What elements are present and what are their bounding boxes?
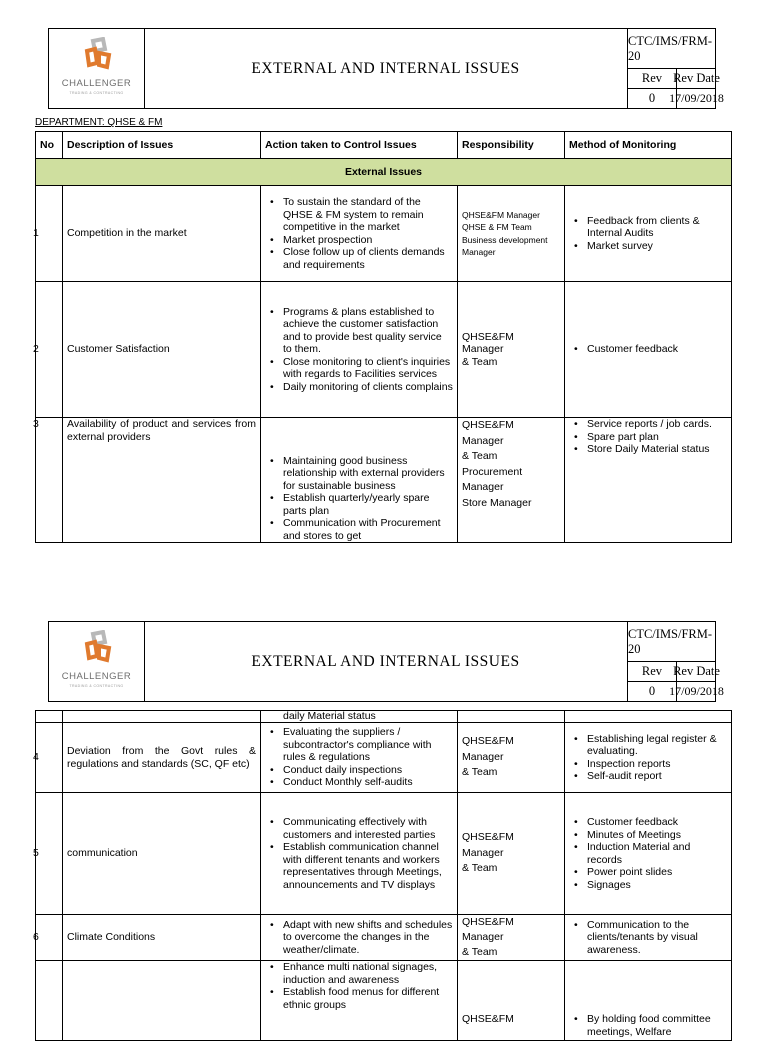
table-row bbox=[36, 723, 732, 793]
continuation-text: daily Material status bbox=[261, 711, 458, 723]
monitoring-item: • Power point slides bbox=[587, 866, 727, 879]
logo-tagline: TRADING & CONTRACTING bbox=[69, 684, 124, 688]
monitoring-item: • Induction Material and records bbox=[587, 841, 727, 866]
row-description: Availability of product and services from external providers bbox=[63, 418, 261, 543]
row-number bbox=[36, 961, 63, 1041]
action-item: • Conduct daily inspections bbox=[283, 764, 453, 777]
row-responsibility: QHSE&FM Manager & Team bbox=[458, 723, 565, 793]
logo-tagline: TRADING & CONTRACTING bbox=[69, 91, 124, 95]
row-number: 3 bbox=[36, 418, 63, 543]
action-item: • Establish quarterly/yearly spare parts plan bbox=[283, 492, 453, 517]
action-item: • Conduct Monthly self-audits bbox=[283, 776, 453, 789]
row-number: 6 bbox=[36, 915, 63, 961]
action-item: • To sustain the standard of the QHSE & FM system to remain competitive in the market bbox=[283, 196, 453, 234]
logo-name: CHALLENGER bbox=[61, 671, 132, 682]
rev-date-value: 17/09/2018 bbox=[669, 684, 724, 698]
continuation-row bbox=[36, 711, 732, 723]
rev-date-label: Rev Date bbox=[677, 68, 716, 89]
row-actions bbox=[261, 915, 458, 961]
table-row bbox=[36, 793, 732, 915]
col-header-responsibility: Responsibility bbox=[458, 132, 565, 159]
row-number: 4 bbox=[36, 723, 63, 793]
monitoring-item: • Minutes of Meetings bbox=[587, 829, 727, 842]
monitoring-item: • Service reports / job cards. bbox=[587, 418, 727, 431]
action-item: • Evaluating the suppliers / subcontractor's compliance with rules & regulations bbox=[283, 726, 453, 764]
section-row-external bbox=[36, 159, 732, 186]
action-item: • Enhance multi national signages, induction and awareness bbox=[283, 961, 453, 986]
document-title: EXTERNAL AND INTERNAL ISSUES bbox=[144, 622, 628, 701]
rev-label: Rev bbox=[628, 661, 677, 682]
action-item: • Establish food menus for different ethnic groups bbox=[283, 986, 453, 1011]
row-description: Customer Satisfaction bbox=[63, 282, 261, 418]
col-header-action: Action taken to Control Issues bbox=[261, 132, 458, 159]
row-monitoring bbox=[565, 723, 732, 793]
action-item: • Establish communication channel with different tenants and workers representatives through Meetings, announcements and TV displays bbox=[283, 841, 453, 891]
row-monitoring bbox=[565, 186, 732, 282]
row-monitoring bbox=[565, 915, 732, 961]
document-title: EXTERNAL AND INTERNAL ISSUES bbox=[144, 29, 628, 108]
table-row bbox=[36, 961, 732, 1041]
action-item: • Maintaining good business relationship with external providers for sustainable business bbox=[283, 455, 453, 493]
action-item: • Daily monitoring of clients complains bbox=[283, 381, 453, 394]
logo-cell bbox=[49, 622, 145, 701]
monitoring-item: • Market survey bbox=[587, 240, 727, 253]
row-responsibility: QHSE&FM Manager & Team bbox=[458, 282, 565, 418]
action-item: • Adapt with new shifts and schedules to overcome the changes in the weather/climate. bbox=[283, 919, 453, 957]
table-row bbox=[36, 418, 732, 543]
monitoring-item: • Customer feedback bbox=[587, 816, 727, 829]
logo-name: CHALLENGER bbox=[61, 78, 132, 89]
document-header bbox=[48, 621, 724, 702]
row-number: 2 bbox=[36, 282, 63, 418]
monitoring-item: • Communication to the clients/tenants by visual awareness. bbox=[587, 919, 727, 957]
row-responsibility: QHSE&FM Manager & Team bbox=[458, 915, 565, 961]
col-header-description: Description of Issues bbox=[63, 132, 261, 159]
monitoring-item: • Self-audit report bbox=[587, 770, 727, 783]
col-header-no: No bbox=[36, 132, 63, 159]
row-actions bbox=[261, 961, 458, 1041]
row-actions bbox=[261, 793, 458, 915]
rev-label: Rev bbox=[628, 68, 677, 89]
monitoring-item: • Customer feedback bbox=[587, 343, 727, 356]
row-monitoring bbox=[565, 961, 732, 1041]
row-responsibility: QHSE&FM Manager & Team bbox=[458, 793, 565, 915]
monitoring-item: • Store Daily Material status bbox=[587, 443, 727, 456]
monitoring-item: • By holding food committee meetings, Welfare bbox=[587, 1013, 727, 1038]
row-actions bbox=[261, 418, 458, 543]
row-actions bbox=[261, 723, 458, 793]
action-item: • Market prospection bbox=[283, 234, 453, 247]
monitoring-item: • Establishing legal register & evaluating. bbox=[587, 733, 727, 758]
monitoring-item: • Spare part plan bbox=[587, 431, 727, 444]
section-external-label: External Issues bbox=[36, 159, 732, 186]
document-header bbox=[48, 28, 724, 109]
action-item: • Close monitoring to client's inquiries with regards to Facilities services bbox=[283, 356, 453, 381]
row-description: communication bbox=[63, 793, 261, 915]
row-monitoring bbox=[565, 418, 732, 543]
row-actions bbox=[261, 282, 458, 418]
table-row bbox=[36, 915, 732, 961]
row-responsibility: QHSE&FM Manager QHSE & FM Team Business development Manager bbox=[458, 186, 565, 282]
rev-date-value: 17/09/2018 bbox=[669, 91, 724, 105]
row-description bbox=[63, 961, 261, 1041]
monitoring-item: • Inspection reports bbox=[587, 758, 727, 771]
table-row bbox=[36, 282, 732, 418]
issues-table-page-2 bbox=[35, 710, 732, 1041]
row-description: Climate Conditions bbox=[63, 915, 261, 961]
department-label: DEPARTMENT: QHSE & FM bbox=[35, 117, 163, 128]
col-header-monitoring: Method of Monitoring bbox=[565, 132, 732, 159]
document-code: CTC/IMS/FRM-20 bbox=[628, 29, 716, 69]
row-monitoring bbox=[565, 282, 732, 418]
row-description: Deviation from the Govt rules & regulations and standards (SC, QF etc) bbox=[63, 723, 261, 793]
rev-date-label: Rev Date bbox=[677, 661, 716, 682]
table-row bbox=[36, 186, 732, 282]
rev-value: 0 bbox=[628, 89, 677, 108]
monitoring-item: • Feedback from clients & Internal Audits bbox=[587, 215, 727, 240]
row-actions bbox=[261, 186, 458, 282]
monitoring-item: • Signages bbox=[587, 879, 727, 892]
action-item: • Programs & plans established to achieve the customer satisfaction and to provide best quality service to them. bbox=[283, 306, 453, 356]
row-responsibility: QHSE&FM Manager & Team Procurement Manager Store Manager bbox=[458, 418, 565, 543]
issues-table-page-1 bbox=[35, 131, 732, 543]
challenger-logo-icon bbox=[79, 630, 115, 666]
row-number: 1 bbox=[36, 186, 63, 282]
action-item: • Communicating effectively with customers and interested parties bbox=[283, 816, 453, 841]
row-monitoring bbox=[565, 793, 732, 915]
table-header-row bbox=[36, 132, 732, 159]
row-responsibility: QHSE&FM bbox=[458, 961, 565, 1041]
challenger-logo-icon bbox=[79, 37, 115, 73]
rev-value: 0 bbox=[628, 682, 677, 701]
action-item: • Close follow up of clients demands and requirements bbox=[283, 246, 453, 271]
document-code: CTC/IMS/FRM-20 bbox=[628, 622, 716, 662]
row-description: Competition in the market bbox=[63, 186, 261, 282]
row-number: 5 bbox=[36, 793, 63, 915]
action-item: • Communication with Procurement and stores to get bbox=[283, 517, 453, 542]
logo-cell bbox=[49, 29, 145, 108]
